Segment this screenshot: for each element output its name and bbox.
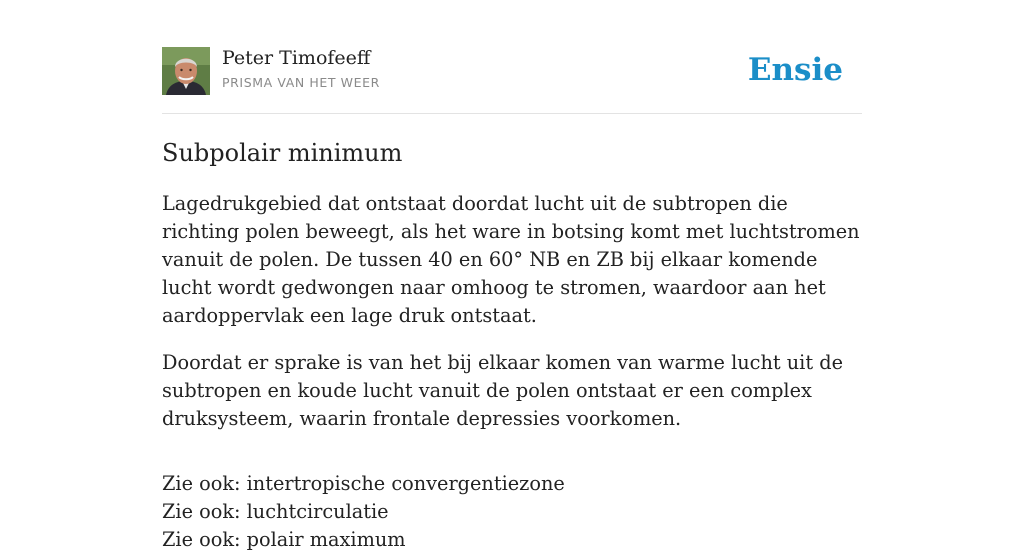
see-also-prefix: Zie ook: <box>162 528 247 551</box>
author-name[interactable]: Peter Timofeeff <box>222 47 371 69</box>
see-also-link[interactable]: polair maximum <box>246 528 406 551</box>
article-paragraph: Lagedrukgebied dat ontstaat doordat lucht uit de subtropen die richting polen beweegt, als het ware in botsing komt met luchtstromen vanuit de polen. De tussen 40 en 60° NB en ZB bij elkaar komende lucht wordt gedwongen naar omhoog te stromen, waardoor aan het aardoppervlak een lage druk ontstaat. <box>162 192 860 327</box>
page <box>162 0 862 551</box>
see-also-link[interactable]: luchtcirculatie <box>246 500 389 523</box>
see-also-item <box>162 526 862 554</box>
page-title: Subpolair minimum <box>162 139 403 167</box>
see-also-item <box>162 470 862 498</box>
avatar-image <box>162 47 210 95</box>
see-also-list <box>162 470 862 554</box>
see-also-prefix: Zie ook: <box>162 472 247 495</box>
header <box>162 47 862 114</box>
article-paragraph: Doordat er sprake is van het bij elkaar komen van warme lucht uit de subtropen en koude lucht vanuit de polen ontstaat er een complex druksysteem, waarin frontale depressies voorkomen. <box>162 351 843 430</box>
article-body <box>162 190 862 554</box>
see-also-link[interactable]: intertropische convergentiezone <box>246 472 565 495</box>
see-also-prefix: Zie ook: <box>162 500 247 523</box>
author-avatar[interactable] <box>162 47 210 95</box>
author-subtitle[interactable]: PRISMA VAN HET WEER <box>222 75 380 90</box>
see-also-item <box>162 498 862 526</box>
ensie-logo-link[interactable]: Ensie <box>747 52 843 88</box>
